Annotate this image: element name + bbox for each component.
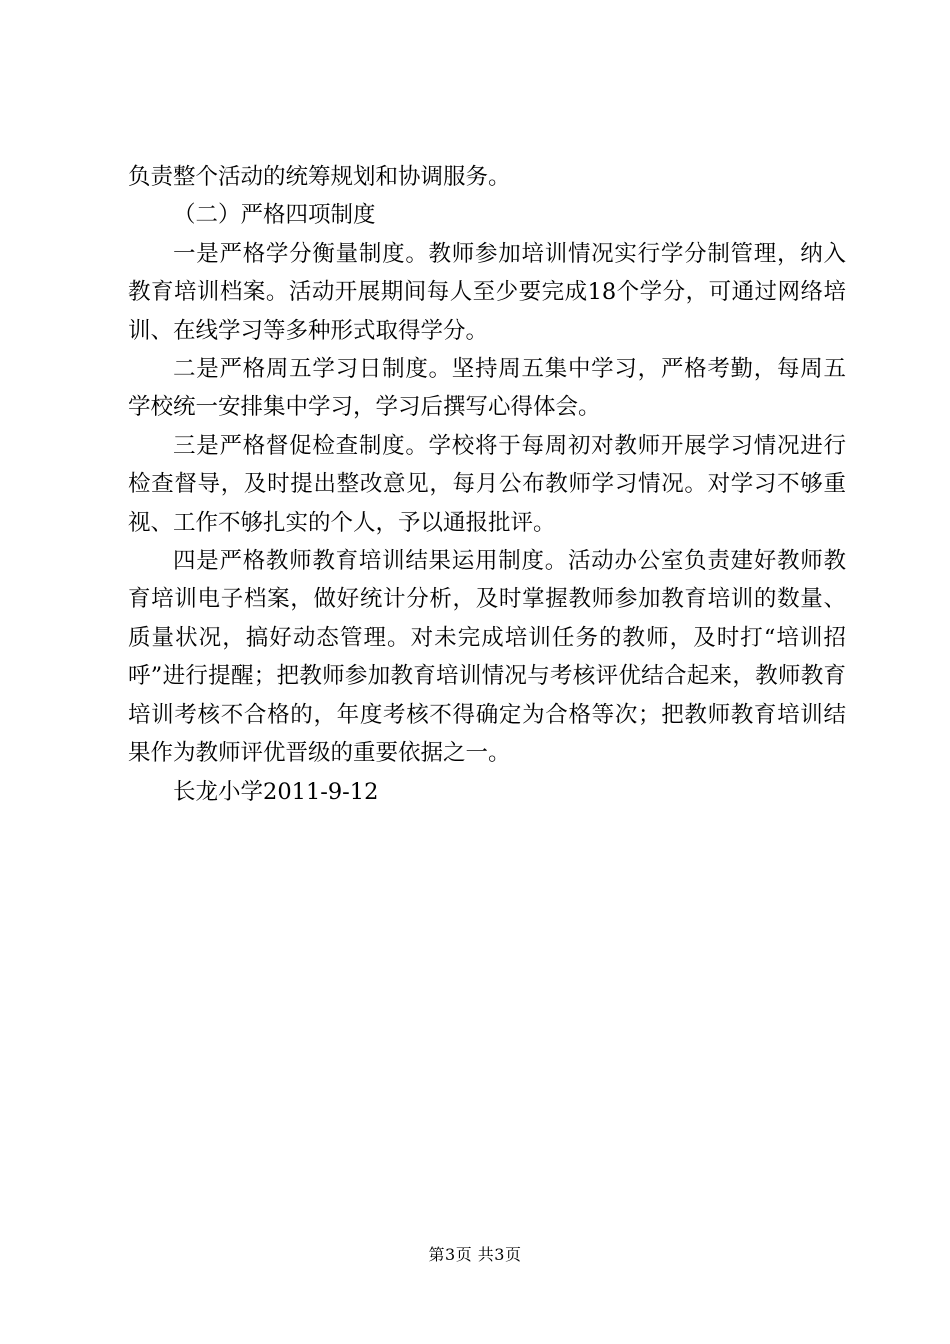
body-paragraph-results-use: 四是严格教师教育培训结果运用制度。活动办公室负责建好教师教育培训电子档案，做好统计分析，及时掌握教师参加教育培训的数量、质量状况，搞好动态管理。对未完成培训任务的教师，及时打“培训招呼”进行提醒；把教师参加教育培训情况与考核评优结合起来，教师教育培训考核不合格的，年度考核不得确定为合格等次；把教师教育培训结果作为教师评优晋级的重要依据之一。 bbox=[128, 548, 846, 767]
signature-date: 长龙小学2011-9-12 bbox=[173, 778, 379, 805]
document-body bbox=[128, 158, 846, 811]
section-heading: （二）严格四项制度 bbox=[173, 202, 376, 229]
body-paragraph-friday-study: 二是严格周五学习日制度。坚持周五集中学习，严格考勤，每周五学校统一安排集中学习，学习后撰写心得体会。 bbox=[128, 356, 846, 421]
body-paragraph-inspection: 三是严格督促检查制度。学校将于每周初对教师开展学习情况进行检查督导，及时提出整改意见，每月公布教师学习情况。对学习不够重视、工作不够扎实的个人，予以通报批评。 bbox=[128, 432, 846, 536]
body-paragraph-continuation: 负责整个活动的统筹规划和协调服务。 bbox=[128, 164, 511, 190]
page-number-footer: 第3页 共3页 bbox=[428, 1245, 522, 1264]
body-paragraph-credit-system: 一是严格学分衡量制度。教师参加培训情况实行学分制管理，纳入教育培训档案。活动开展期间每人至少要完成18个学分，可通过网络培训、在线学习等多种形式取得学分。 bbox=[128, 240, 846, 344]
